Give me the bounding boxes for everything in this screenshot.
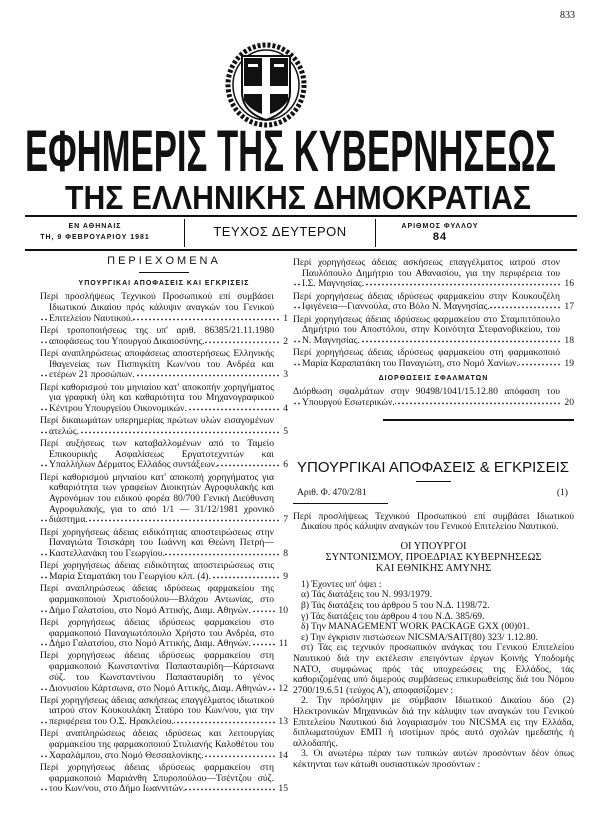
toc-entry-page: 13 (278, 716, 288, 728)
toc-entry-page: 10 (278, 604, 288, 616)
toc-entry-text: Περί χορηγήσεως άδειας ιδρύσεως φαρμακείου στη φαρμακοποιό Μαρία Καραπατάκη του Παναγιώτη, στο Νομό Χανίων. (293, 347, 560, 369)
decision-paragraph: 2. Την πρόσληψιν με σύμβασιν Ιδιωτικού Δικαίου δύο (2) Ηλεκτρονικών Μηχανικών διά την κάλυψιν των αναγκών του Γενικού Επιτελείου Ναυτικού διά λογαριασμόν του NICSMA εις την Ελλάδα, διπλωματούχων ΕΜΠ ή ισοτίμων πρός αυτό σχολών ημεδαπής ή αλλοδαπής. (293, 695, 574, 749)
ministers-line: ΚΑΙ ΕΘΝΙΚΗΣ ΑΜΥΝΗΣ (375, 562, 492, 574)
toc-entry-text: Περί χορηγήσεως άδειας ιδρύσεως φαρμακείου στη φαρμακοποιό Μαριάνθη Σπυροπούλου—Τσέντζου σύζ. του Κων/νου, στο Δήμο Ιωαννιτών. (40, 761, 274, 795)
decision-paragraphs (293, 696, 574, 770)
divider (139, 272, 189, 273)
toc-entry (40, 473, 288, 527)
header-top-rule (25, 215, 577, 217)
considering-item: στ) Τάς εις τεχνικόν προσωπικόν ανάγκας του Γενικού Επιτελείου Ναυτικού διά την εκτέλεσιν επειγόντων έργων Κοινής Υποδομής ΝΑΤΟ, συμφώνως πρός τάς υποχρεώσεις της Ελλάδος, τάς καθοριζομένας υπό διμερούς συμβάσεως επικυρωθείσης διά του Νόμου 2700/19.6.51 (τεύχος Α'), αποφασίζομεν : (293, 642, 574, 696)
toc-entry-page: 5 (283, 425, 288, 437)
toc-entry-page: 19 (564, 357, 574, 369)
divider (416, 481, 451, 482)
issue-series: ΤΕΥΧΟΣ ΔΕΥΤΕΡΟΝ (213, 224, 347, 239)
toc-entry-text: Περί προσλήψεως Τεχνικού Προσωπικού επί συμβάσει Ιδιωτικού Δικαίου πρός κάλυψιν αναγκών του Γενικού Επιτελείου Ναυτικού. (40, 291, 274, 324)
ministers-line: ΣΥΝΤΟΝΙΣΜΟΥ, ΠΡΟΕΔΡΙΑΣ ΚΥΒΕΡΝΗΣΕΩΣ (325, 551, 542, 563)
toc-entry-text: Περί χορηγήσεως άδειας ιδρύσεως φαρμακείου στο Σταμπιτόπουλο Δημήτριο του Αποστόλου, στην Κοινότητα Στεφανοβικείου, του Ν. Μαγνησίας. (293, 313, 560, 346)
toc-entry-text: Περί δικαιωμάτων υπερημερίας πρώτων υλών εισαγομένων ατελώς. (40, 415, 274, 437)
decision-ministers (293, 541, 574, 574)
toc-list (293, 258, 574, 370)
sheet-number: 84 (432, 231, 448, 243)
toc-entry (293, 348, 574, 369)
toc-entry-text: Περί χορηγήσεως άδειας ασκήσεως επαγγέλματος ιδιωτικού ιατρού στον Κουκουλάκη Σταύρο του Κων/νου, για την περιφέρεια του Ο.Σ. Ηρακλείου. (40, 694, 274, 728)
toc-entry-page: 11 (278, 638, 288, 650)
toc-entry (40, 729, 288, 761)
toc-entry-page: 20 (564, 396, 574, 408)
header-divider (184, 219, 185, 247)
toc-entry-text: Περί χορηγήσεως άδειας ασκήσεως επαγγέλματος ιατρού στον Παυλόπουλο Δημήτριο του Αθανασίου, για την περιφέρεια του Ι.Σ. Μαγνησίας. (293, 257, 560, 290)
toc-entry-text: Περί χορηγήσεως άδειας ιδρύσεως φαρμακείου στη φαρμακοποιό Κωνσταντίνα Παπασταυρίδη—Κάρτσωνα σύζ. του Κωνσταντίνου Παπασταυρίδη το γένος Διονυσίου Κάρτσωνα, στο Νομό Αττικής, Διαμ. Αθηνών. (40, 650, 274, 694)
toc-entry-page: 1 (283, 312, 288, 324)
toc-entry-page: 9 (283, 570, 288, 582)
masthead-subtitle (65, 180, 531, 212)
toc-entry-text: Περί καθορισμού του μηνιαίου κατ' αποκοπήν χορηγήματος για γραφική ύλη και καθαριότητα του Μηχανογραφικού Κέντρου Υπουργείου Οικονομικών. (40, 381, 274, 414)
masthead-title (25, 124, 556, 176)
issue-sheet (380, 221, 500, 243)
toc-entry-page: 17 (564, 301, 574, 313)
issue-place: ΕΝ ΑΘΗΝΑΙΣ (68, 223, 122, 230)
toc-entry (293, 258, 574, 290)
toc-entry-text: Περί αυξήσεως των καταβαλλομένων από το Ταμείο Επικουρικής Ασφαλίσεως Εργατοτεχνιτών και Υπαλλήλων Δέρματος Ελλάδος συντάξεων. (40, 438, 274, 471)
toc-entry-text: Περί χορηγήσεως άδειας ιδρύσεως φαρμακείου στο φαρμακοποιό Παναγιωτόπουλο Χρήστο του Ανδρέα, στο Δήμο Γαλατσίου, στο Νομό Αττικής, Διαμ. Αθηνών. (40, 616, 274, 650)
toc-entry-text: Περί τροποποιήσεως της υπ' αριθ. 86385/21.11.1980 αποφάσεως του Υπουργού Δικαιοσύνης. (40, 325, 274, 347)
toc-entry-page: 2 (283, 335, 288, 347)
toc-list (40, 292, 288, 795)
toc-entry-text: Περί αναπληρώσεως άδειας ιδρύσεως και λειτουργίας φαρμακείου της φαρμακοποιού Στυλιανής Καλοθέτου του Χαραλάμπου, στο Νομό Θεσσαλονίκης. (40, 728, 274, 761)
header-divider (375, 219, 376, 247)
toc-entry (40, 618, 288, 650)
considering-item: 1) Έχοντες υπ' όψει : (301, 578, 382, 590)
toc-entry (40, 292, 288, 324)
toc-entry (40, 561, 288, 582)
section-rule (383, 419, 574, 421)
toc-entry (40, 416, 288, 437)
toc-entry (40, 584, 288, 616)
contents-left-column (40, 256, 288, 797)
toc-entry-page: 3 (283, 369, 288, 381)
toc-entry-page: 14 (278, 749, 288, 761)
toc-entry-text: Περί αναπληρώσεως αποφάσεως αποστερήσεως Ελληνικής Ιθαγενείας των Πισπιγκίτη Κων/νου του Ανδρέα και ετέρων 21 προσώπων. (40, 347, 274, 381)
masthead-title-text: ΕΦΗΜΕΡΙΣ ΤΗΣ ΚΥΒΕΡΝΗΣΕΩΣ (25, 124, 556, 176)
divider (293, 503, 388, 504)
toc-entry-page: 16 (564, 278, 574, 290)
considering-list (293, 580, 574, 697)
toc-entry (40, 696, 288, 728)
contents-right-column (293, 258, 574, 421)
decision-subject: Περί προσλήψεως Τεχνικού Προσωπικού επί συμβάσει Ιδιωτικού Δικαίου πρός κάλυψιν αναγκών του Γενικού Επιτελείου Ναυτικού. (293, 510, 574, 533)
toc-entry-text: Περί χορηγήσεως άδειας ιδρύσεως φαρμακείου στην Κουκουζέλη Ιφιγένεια—Γιαννούλα, στο Βόλο Ν. Μαγνησίας. (293, 290, 560, 313)
toc-entry-text: Περί χορηγήσεως άδειας ειδικότητας αποστειρώσεως στις Μαρία Σταματάκη του Γεωργίου κλπ. (4). (40, 560, 274, 582)
toc-entry-text: Περί χορηγήσεως άδειας ειδικότητας αποστειρώσεως στην Παναγιώτα Τσισκάρη του Ιωάννη και Θεώνη Πετρή—Καστελλανάκη του Γεωργίου. (40, 526, 274, 560)
toc-entry (40, 763, 288, 795)
toc-entry-page: 15 (278, 783, 288, 795)
ministers-line: ΟΙ ΥΠΟΥΡΓΟΙ (400, 540, 467, 552)
issue-date: ΤΗ, 9 ΦΕΒΡΟΥΑΡΙΟΥ 1981 (40, 234, 150, 241)
masthead-subtitle-text: ΤΗΣ ΕΛΛΗΝΙΚΗΣ ΔΗΜΟΚΡΑΤΙΑΣ (65, 180, 531, 212)
toc-entry-text: Διόρθωση σφαλμάτων στην 90498/1041/15.12.80 απόφαση του Υπουργού Εσωτερικών. (293, 386, 560, 408)
toc-entry (293, 315, 574, 347)
toc-entry-text: Περί καθορισμού μηνιαίου κατ' αποκοπή χορηγήματος για καθαριότητα των γραφείων Διοικητών Αγροφυλακής και Αγρονόμων του ειδικού φορέα 80/700 Γενική Διεύθυνση Αγροφυλακής, για το από 1/1 — 31/12/1981 χρονικό διάστημα. (40, 471, 274, 526)
considering-item: α) Τάς διατάξεις του Ν. 993/1979. (301, 589, 433, 601)
toc-entry (40, 651, 288, 694)
decision-heading (293, 458, 574, 475)
ministerial-decision (293, 458, 574, 770)
corrections-title: ΔΙΟΡΘΩΣΕΙΣ ΣΦΑΛΜΑΤΩΝ (378, 374, 489, 382)
toc-entry-page: 8 (283, 548, 288, 560)
decision-number-row (293, 488, 574, 499)
toc-entry (293, 387, 574, 408)
toc-entry-page: 6 (283, 459, 288, 471)
page-number: 833 (560, 10, 575, 21)
toc-entry (40, 326, 288, 347)
decision-number: Αριθ. Φ. 470/2/81 (297, 487, 367, 498)
toc-entry-page: 7 (283, 514, 288, 526)
contents-title: ΠΕΡΙΕΧΟΜΕΝΑ (107, 255, 221, 267)
toc-entry (40, 528, 288, 560)
considering-item: ε) Την έγκρισιν πιστώσεων NICSMA/SAIT(80) 323/ 1.12.80. (301, 631, 538, 643)
toc-entry (293, 292, 574, 313)
coat-of-arms-emblem (222, 40, 310, 130)
sheet-label: ΑΡΙΘΜΟΣ ΦΥΛΛΟΥ (401, 223, 479, 230)
considering-item: δ) Την MANAGEMENT WORK PACKAGE GXX (00)01. (301, 621, 530, 633)
issue-place-date (30, 221, 160, 243)
considering-item: β) Τάς διατάξεις του άρθρου 5 του Ν.Δ. 1198/72. (301, 599, 490, 611)
toc-entry-page: 4 (283, 402, 288, 414)
toc-entry (40, 349, 288, 381)
contents-section-title: ΥΠΟΥΡΓΙΚΑΙ ΑΠΟΦΑΣΕΙΣ ΚΑΙ ΕΓΚΡΙΣΕΙΣ (78, 279, 250, 287)
toc-entry (40, 439, 288, 471)
decision-ordinal: (1) (556, 487, 568, 498)
decision-heading-text: ΥΠΟΥΡΓΙΚΑΙ ΑΠΟΦΑΣΕΙΣ & ΕΓΚΡΙΣΕΙΣ (297, 459, 569, 475)
toc-entry-page: 18 (564, 334, 574, 346)
toc-entry-page: 12 (278, 682, 288, 694)
considering-item: γ) Τάς διατάξεις του άρθρου 4 του Ν.Δ. 385/69. (301, 610, 485, 622)
toc-entry-text: Περί αναπληρώσεως άδειας ιδρύσεως φαρμακείου της φαρμακοποιού Χριστοδούλου—Βλάχου Αντωνίας, στο Δήμο Γαλατσίου, στο Νομό Αττικής, Διαμ. Αθηνών. (40, 583, 274, 616)
decision-paragraph: 3. Οι ανωτέρω πέραν των τυπικών αυτών προσόντων δέον όπως κέκτηνται των κάτωθι ουσιαστικών προσόντων : (293, 748, 574, 770)
header-bottom-rule (25, 249, 577, 251)
toc-entry (40, 383, 288, 415)
